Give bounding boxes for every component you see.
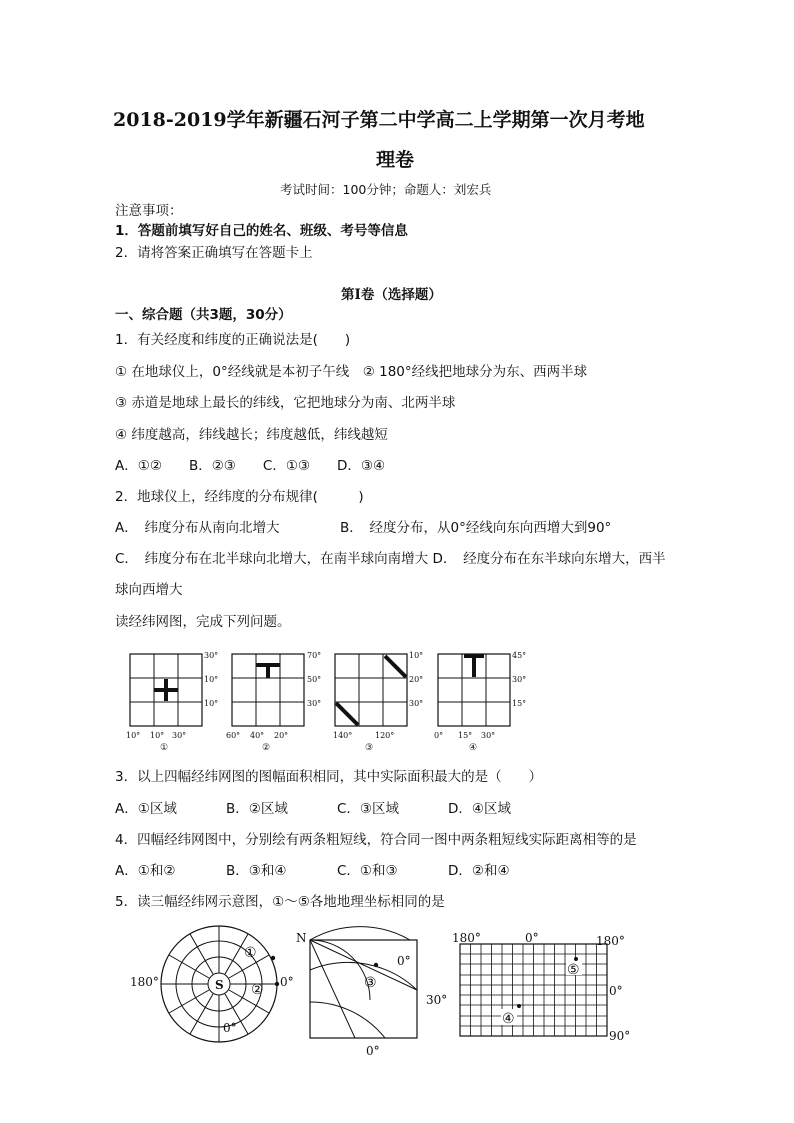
q4-stem: 4．四幅经纬网图中，分别绘有两条粗短线，符合同一图中两条粗短线实际距离相等的是 [115,832,637,848]
fig3-right-label-3: 30° [409,699,424,708]
fig3-right-label-2: 20° [409,675,424,684]
fig4-right-label-1: 45° [512,651,527,660]
fig2-right-label-2: 50° [307,675,322,684]
notice-item-1: 1．答题前填写好自己的姓名、班级、考号等信息 [115,223,408,239]
point-5-label: ⑤ [567,962,580,978]
fig4-bottom-label-1: 0° [434,731,444,740]
rect-label-180-right: 180° [596,934,625,948]
part-title: 一、综合题（共3题，30分） [115,307,292,323]
rect-label-180-left: 180° [452,931,481,945]
graticule-figure-3 [333,651,423,753]
q2-option-c-d: C． 纬度分布在北半球向北增大，在南半球向南增大 D． 经度分布在东半球向东增大，西半 [115,551,666,567]
q2-option-d-cont: 球向西增大 [115,582,183,598]
q3-option-c: C．③区域 [337,801,400,817]
fig3-right-label-1: 10° [409,651,424,660]
graticule-figures [120,646,527,758]
q3-option-a: A．①区域 [115,801,177,817]
fig1-bottom-label-1: 10° [126,731,141,740]
polar-center-s: S [215,978,224,992]
q2-option-a: A． 纬度分布从南向北增大 [115,520,280,536]
rect-graticule [452,931,630,1043]
fig3-bottom-label-1: 140° [333,731,353,740]
fig2-bottom-label-2: 40° [250,731,265,740]
rect-label-90: 90° [609,1029,631,1043]
q1-statement-1-2: ① 在地球仪上，0°经线就是本初子午线 ② 180°经线把地球分为东、西两半球 [115,364,588,380]
q1-stem: 1．有关经度和纬度的正确说法是( ) [115,332,351,348]
point-4-label: ④ [502,1011,515,1027]
q4-option-c: C．①和③ [337,863,398,879]
q2-option-b: B． 经度分布，从0°经线向东向西增大到90° [340,520,612,536]
fig1-right-label-1: 30° [204,651,219,660]
rect-label-0-right: 0° [609,984,623,998]
polar-graticule [130,926,294,1042]
notice-header: 注意事项： [115,203,183,219]
read-prompt: 读经纬网图，完成下列问题。 [115,614,291,630]
title-line-1: 2018-2019学年新疆石河子第二中学高二上学期第一次月考地 [113,109,645,131]
q4-option-b: B．③和④ [226,863,287,879]
fig2-caption: ② [262,743,271,753]
fig3-bottom-label-2: 120° [375,731,395,740]
fig4-right-label-2: 30° [512,675,527,684]
fig1-right-label-3: 10° [204,699,219,708]
fig3-caption: ③ [365,743,374,753]
q4-option-a: A．①和② [115,863,176,879]
fig1-caption: ① [160,743,169,753]
point-2-label: ② [251,982,264,998]
q4-option-d: D．②和④ [448,863,510,879]
fig1-right-label-2: 10° [204,675,219,684]
q3-stem: 3．以上四幅经纬网图的图幅面积相同，其中实际面积最大的是（ ） [115,769,543,785]
q3-option-d: D．④区域 [448,801,511,817]
sector-label-0-bottom: 0° [366,1044,380,1058]
q5-figures [120,920,640,1060]
graticule-figure-2 [226,651,321,753]
fig1-bottom-label-3: 30° [172,731,187,740]
fig2-bottom-label-3: 20° [274,731,289,740]
sector-label-n: N [296,931,307,945]
q2-stem: 2．地球仪上，经纬度的分布规律( ) [115,489,364,505]
title-line-2: 理卷 [376,149,415,171]
graticule-figure-4 [434,651,526,753]
fig2-right-label-3: 30° [307,699,322,708]
section-title: 第I卷（选择题） [341,287,442,303]
fig4-bottom-label-3: 30° [481,731,496,740]
graticule-figure-1 [126,651,218,753]
sector-graticule [296,927,447,1058]
fig4-caption: ④ [469,743,478,753]
point-3-label: ③ [364,975,377,991]
exam-info: 考试时间：100分钟；命题人：刘宏兵 [280,182,492,197]
q3-option-b: B．②区域 [226,801,288,817]
q5-stem: 5．读三幅经纬网示意图，①～⑤各地地理坐标相同的是 [115,894,445,910]
polar-label-180: 180° [130,975,159,989]
sector-label-30: 30° [426,993,448,1007]
q1-options: A．①② B．②③ C．①③ D．③④ [115,458,386,474]
q1-statement-4: ④ 纬度越高，纬线越长；纬度越低，纬线越短 [115,427,388,443]
polar-label-0-right: 0° [280,975,294,989]
fig2-bottom-label-1: 60° [226,731,241,740]
sector-label-0-top: 0° [397,954,411,968]
fig4-right-label-3: 15° [512,699,527,708]
q1-statement-3: ③ 赤道是地球上最长的纬线，它把地球分为南、北两半球 [115,395,456,411]
notice-item-2: 2．请将答案正确填写在答题卡上 [115,245,313,261]
fig1-bottom-label-2: 10° [150,731,165,740]
point-1-label: ① [244,945,257,961]
rect-label-0-top: 0° [525,931,539,945]
fig4-bottom-label-2: 15° [458,731,473,740]
fig2-right-label-1: 70° [307,651,322,660]
polar-label-0-bottom: 0° [223,1021,237,1035]
